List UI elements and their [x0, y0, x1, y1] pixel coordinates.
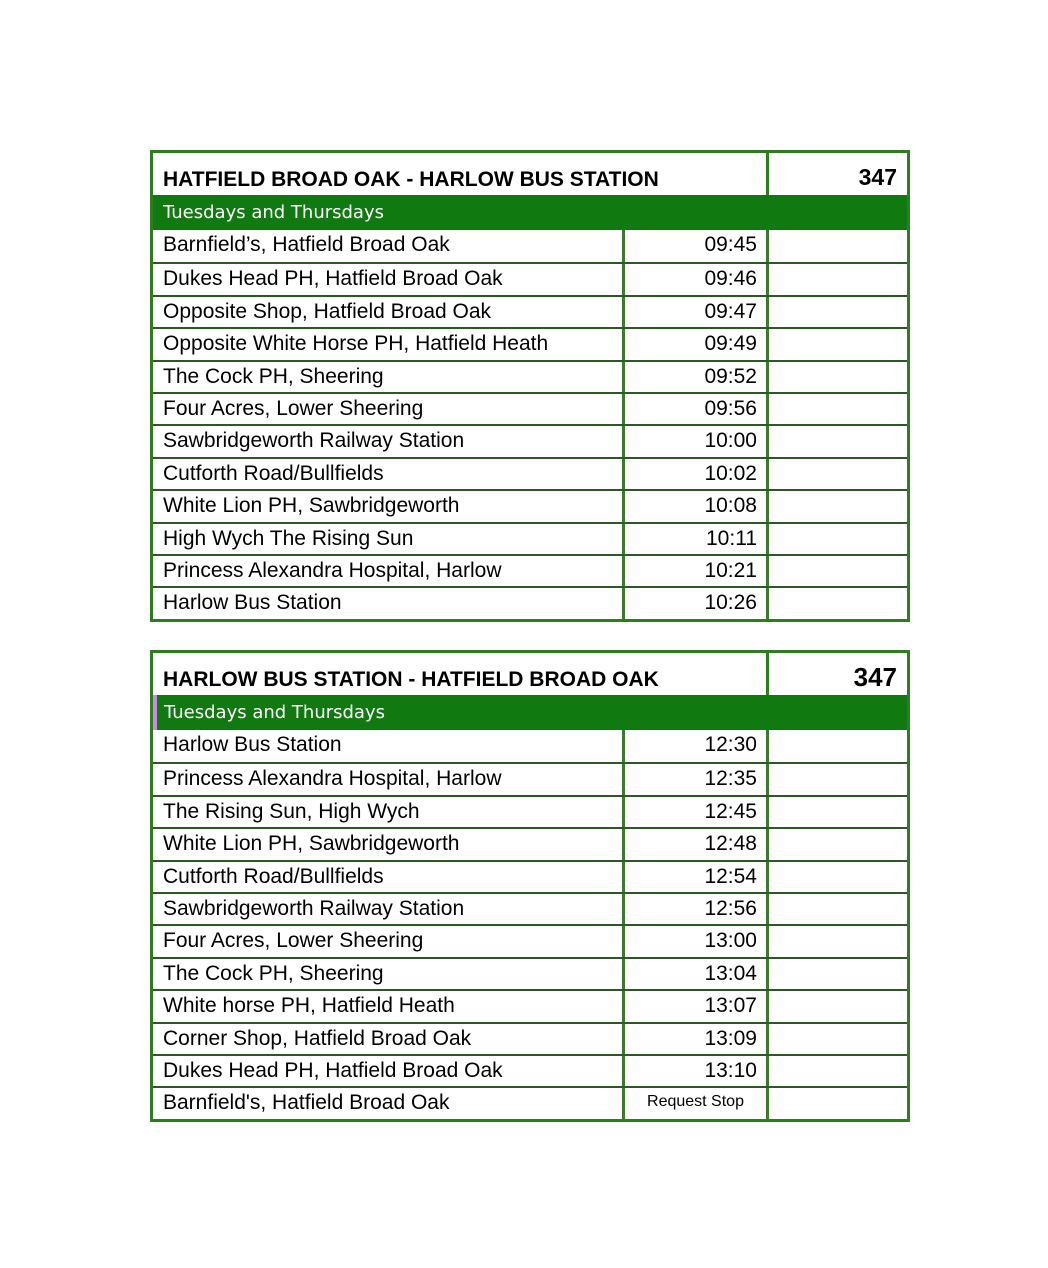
stop-name: High Wych The Rising Sun	[153, 524, 625, 554]
empty-cell	[769, 230, 907, 262]
table-row	[153, 360, 907, 392]
departure-time: 10:08	[625, 491, 769, 521]
stop-name: Opposite White Horse PH, Hatfield Heath	[153, 329, 625, 359]
stop-name: White horse PH, Hatfield Heath	[153, 991, 625, 1021]
stop-name: Dukes Head PH, Hatfield Broad Oak	[153, 1056, 625, 1086]
departure-time: 12:35	[625, 764, 769, 794]
timetable-header	[153, 653, 907, 695]
table-row	[153, 795, 907, 827]
departure-time: 12:56	[625, 894, 769, 924]
departure-time: 09:47	[625, 297, 769, 327]
table-row	[153, 1054, 907, 1086]
stop-name: The Rising Sun, High Wych	[153, 797, 625, 827]
empty-cell	[769, 829, 907, 859]
table-row	[153, 327, 907, 359]
departure-time: 10:02	[625, 459, 769, 489]
table-row	[153, 295, 907, 327]
timetable-outbound	[150, 150, 910, 622]
table-row	[153, 1022, 907, 1054]
stop-name: Princess Alexandra Hospital, Harlow	[153, 556, 625, 586]
table-row	[153, 522, 907, 554]
stop-name: Barnfield’s, Hatfield Broad Oak	[153, 230, 625, 262]
stop-name: The Cock PH, Sheering	[153, 959, 625, 989]
stop-name: Four Acres, Lower Sheering	[153, 394, 625, 424]
departure-time: 12:48	[625, 829, 769, 859]
route-number: 347	[858, 164, 897, 190]
departure-time: 09:45	[625, 230, 769, 262]
departure-time: 13:04	[625, 959, 769, 989]
departure-time: 10:00	[625, 426, 769, 456]
table-row	[153, 457, 907, 489]
table-row	[153, 827, 907, 859]
stop-name: The Cock PH, Sheering	[153, 362, 625, 392]
departure-time: 12:45	[625, 797, 769, 827]
empty-cell	[769, 1088, 907, 1118]
empty-cell	[769, 264, 907, 294]
empty-cell	[769, 926, 907, 956]
stop-name: Barnfield's, Hatfield Broad Oak	[153, 1088, 625, 1118]
departure-time: 12:54	[625, 862, 769, 892]
stop-name: Sawbridgeworth Railway Station	[153, 894, 625, 924]
stop-name: Cutforth Road/Bullfields	[153, 459, 625, 489]
timetable-header	[153, 153, 907, 195]
table-row	[153, 392, 907, 424]
stop-name: Dukes Head PH, Hatfield Broad Oak	[153, 264, 625, 294]
timetable-rows	[153, 730, 907, 1119]
departure-time: 09:52	[625, 362, 769, 392]
stop-name: White Lion PH, Sawbridgeworth	[153, 491, 625, 521]
table-row	[153, 230, 907, 262]
stop-name: Princess Alexandra Hospital, Harlow	[153, 764, 625, 794]
timetable-title: HARLOW BUS STATION - HATFIELD BROAD OAK	[153, 653, 769, 695]
stop-name: White Lion PH, Sawbridgeworth	[153, 829, 625, 859]
departure-time: 10:26	[625, 588, 769, 618]
stop-name: Harlow Bus Station	[153, 730, 625, 762]
table-row	[153, 762, 907, 794]
empty-cell	[769, 797, 907, 827]
departure-time: 13:10	[625, 1056, 769, 1086]
days-of-operation: Tuesdays and Thursdays	[153, 695, 907, 730]
empty-cell	[769, 362, 907, 392]
stop-name: Corner Shop, Hatfield Broad Oak	[153, 1024, 625, 1054]
empty-cell	[769, 556, 907, 586]
departure-time: 13:00	[625, 926, 769, 956]
table-row	[153, 989, 907, 1021]
empty-cell	[769, 491, 907, 521]
departure-time: 13:07	[625, 991, 769, 1021]
table-row	[153, 554, 907, 586]
table-row	[153, 262, 907, 294]
empty-cell	[769, 394, 907, 424]
timetable-title: HATFIELD BROAD OAK - HARLOW BUS STATION	[153, 153, 769, 195]
table-row	[153, 586, 907, 618]
empty-cell	[769, 764, 907, 794]
empty-cell	[769, 862, 907, 892]
table-row	[153, 730, 907, 762]
days-of-operation: Tuesdays and Thursdays	[153, 195, 907, 230]
table-row	[153, 892, 907, 924]
table-row	[153, 860, 907, 892]
empty-cell	[769, 991, 907, 1021]
empty-cell	[769, 959, 907, 989]
empty-cell	[769, 426, 907, 456]
stop-name: Harlow Bus Station	[153, 588, 625, 618]
empty-cell	[769, 329, 907, 359]
empty-cell	[769, 1056, 907, 1086]
table-row	[153, 957, 907, 989]
departure-time: 13:09	[625, 1024, 769, 1054]
empty-cell	[769, 524, 907, 554]
departure-time: 12:30	[625, 730, 769, 762]
departure-time: 10:21	[625, 556, 769, 586]
stop-name: Sawbridgeworth Railway Station	[153, 426, 625, 456]
empty-cell	[769, 894, 907, 924]
departure-time: 09:49	[625, 329, 769, 359]
departure-time: 09:46	[625, 264, 769, 294]
departure-time: 09:56	[625, 394, 769, 424]
departure-time: Request Stop	[625, 1088, 769, 1118]
empty-cell	[769, 588, 907, 618]
departure-time: 10:11	[625, 524, 769, 554]
table-row	[153, 924, 907, 956]
stop-name: Cutforth Road/Bullfields	[153, 862, 625, 892]
empty-cell	[769, 297, 907, 327]
empty-cell	[769, 730, 907, 762]
empty-cell	[769, 459, 907, 489]
table-row	[153, 1086, 907, 1118]
stop-name: Four Acres, Lower Sheering	[153, 926, 625, 956]
stop-name: Opposite Shop, Hatfield Broad Oak	[153, 297, 625, 327]
timetable-return	[150, 650, 910, 1122]
route-number: 347	[853, 662, 897, 692]
timetable-rows	[153, 230, 907, 619]
table-row	[153, 489, 907, 521]
table-row	[153, 424, 907, 456]
empty-cell	[769, 1024, 907, 1054]
